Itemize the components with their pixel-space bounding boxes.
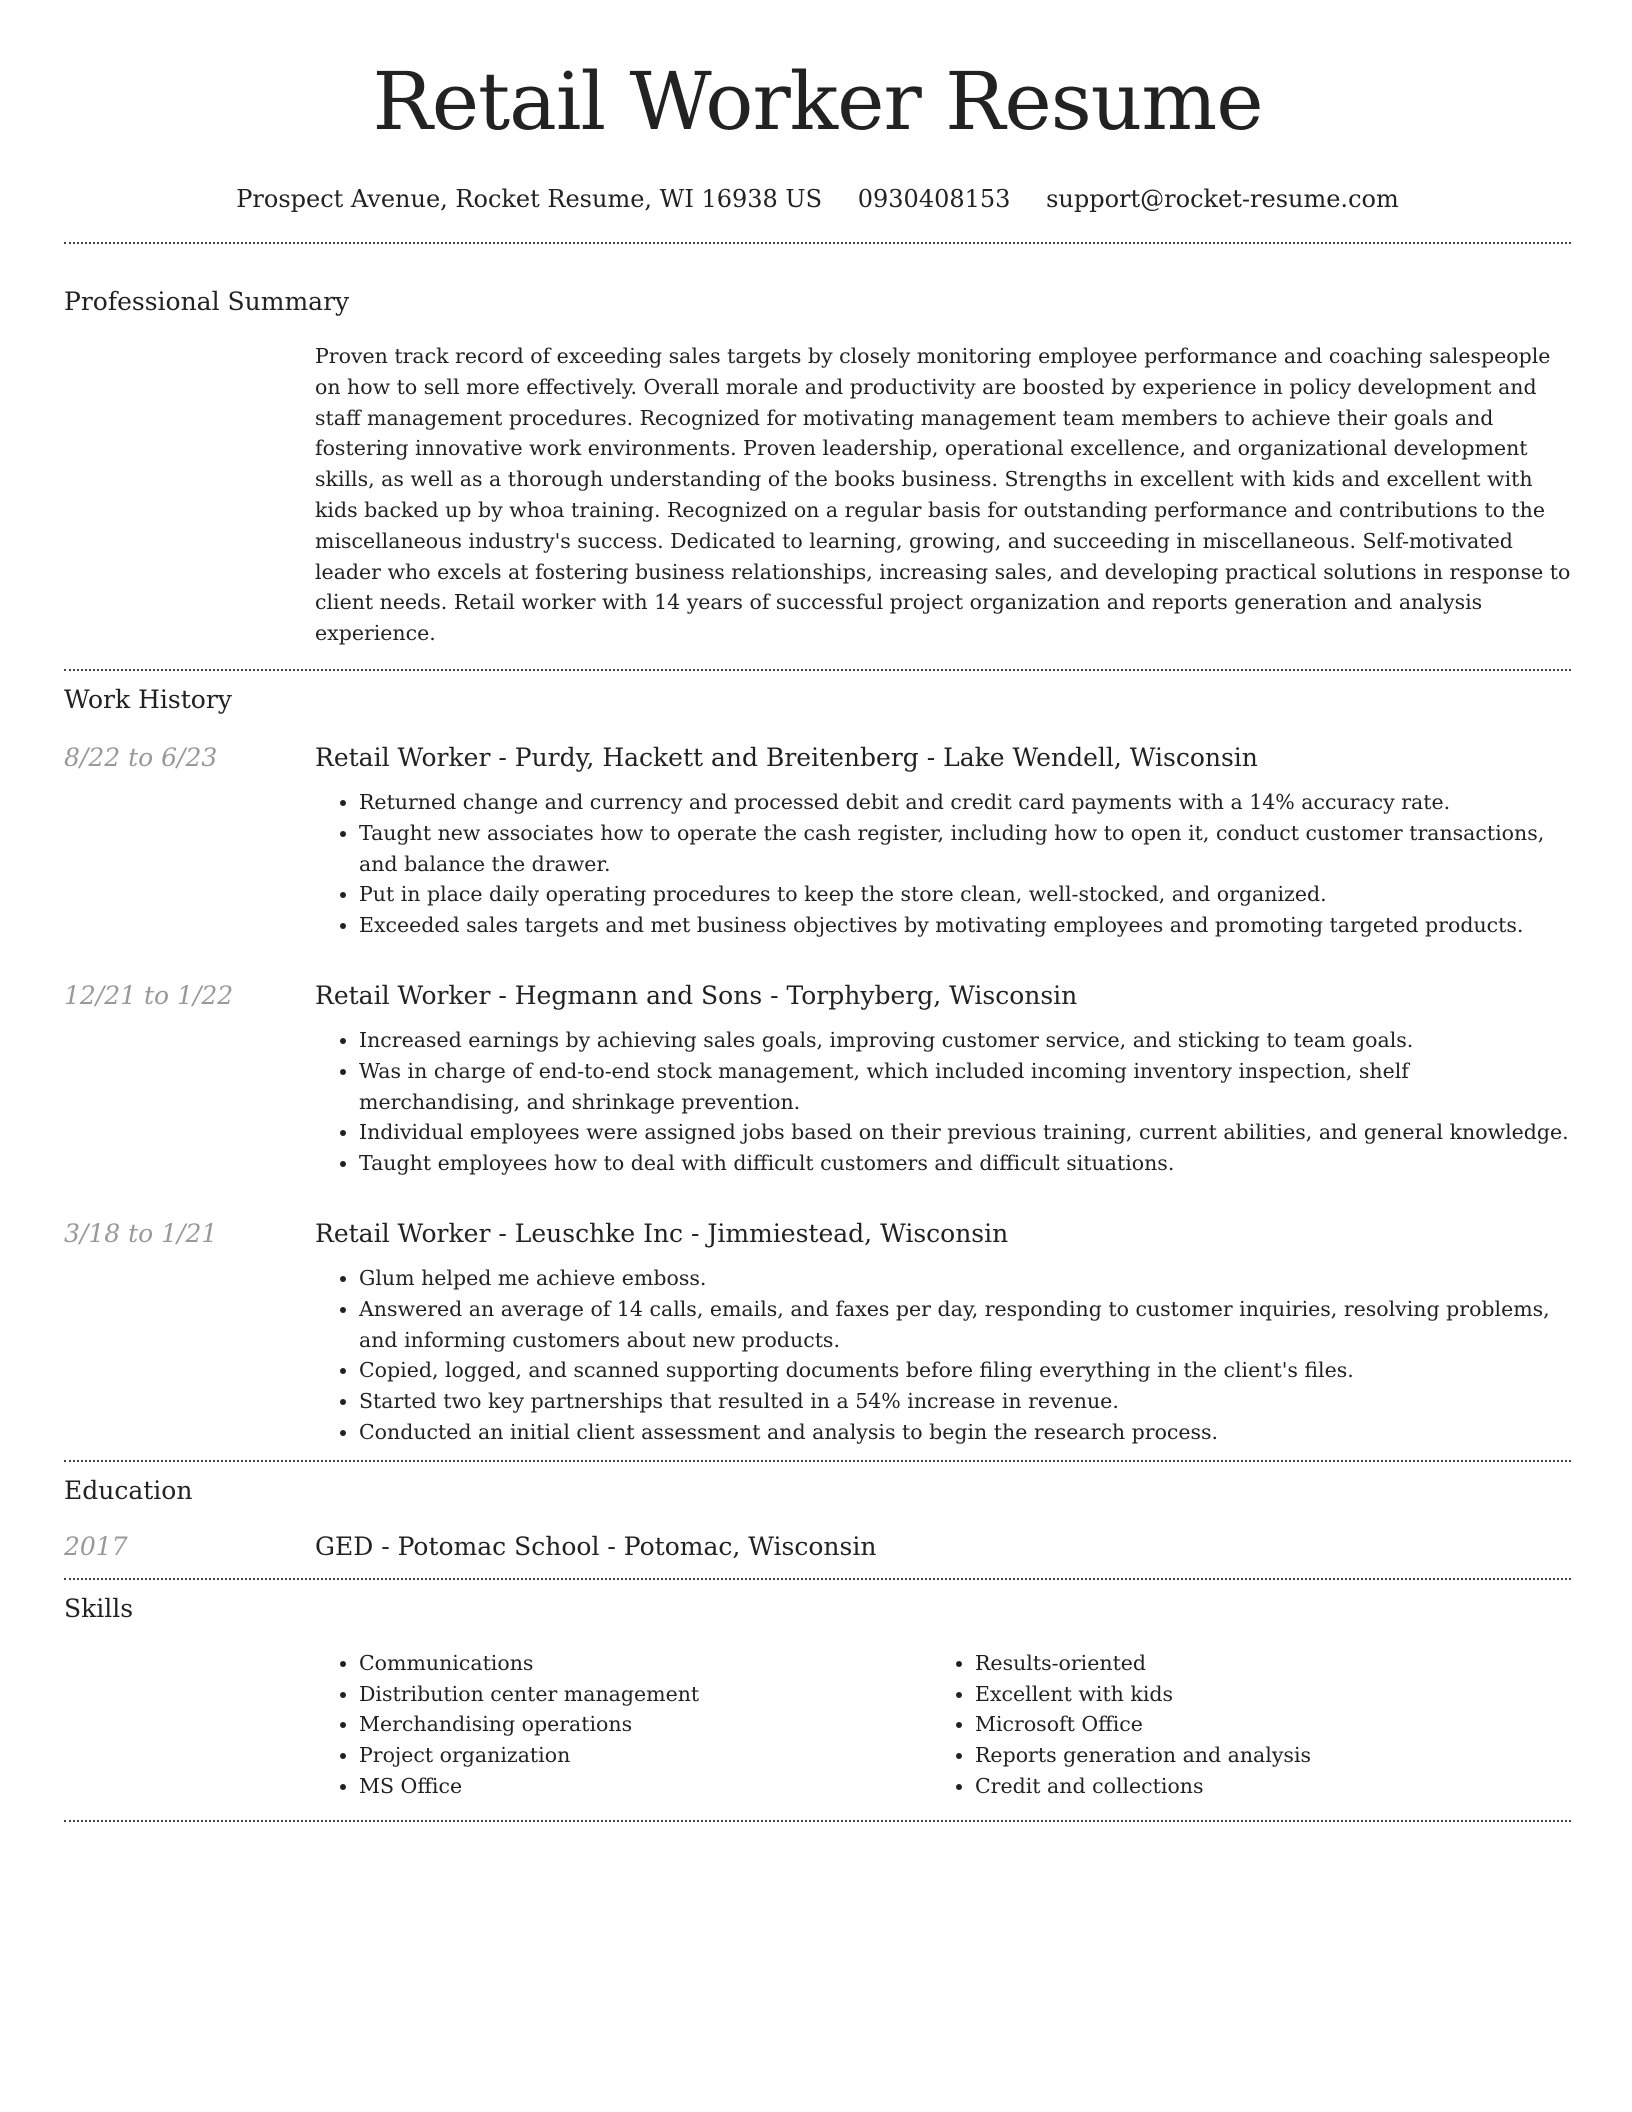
- summary-text: Proven track record of exceeding sales targets by closely monitoring employee performance and coaching salespeople on how to sell more effectively. Overall morale and productivity are boosted by experience in policy development and staff management procedures. Recognized for motivating management team members to achieve their goals and fostering innovative work environments. Proven leadership, operational excellence, and organizational development skills, as well as a thorough understanding of the books business. Strengths in excellent with kids and excellent with kids backed up by whoa training. Recognized on a regular basis for outstanding performance and contributions to the miscellaneous industry's success. Dedicated to learning, growing, and succeeding in miscellaneous. Self-motivated leader who excels at fostering business relationships, increasing sales, and developing practical solutions in response to client needs. Retail worker with 14 years of successful project organization and reports generation and analysis experience.: [315, 344, 1571, 646]
- list-item: • Returned change and currency and processed debit and credit card payments with a 14% accuracy rate.: [359, 787, 1571, 818]
- list-item: • Conducted an initial client assessment and analysis to begin the research process.: [359, 1417, 1571, 1448]
- skills-grid: [315, 1648, 1571, 1802]
- list-item: • Project organization: [359, 1740, 931, 1771]
- list-item: • Started two key partnerships that resulted in a 54% increase in revenue.: [359, 1386, 1571, 1417]
- contact-phone: 0930408153: [857, 185, 1011, 213]
- job-bullets: [315, 787, 1571, 941]
- list-item: • Microsoft Office: [975, 1709, 1547, 1740]
- list-item: • Merchandising operations: [359, 1709, 931, 1740]
- skills-heading: Skills: [64, 1593, 134, 1623]
- list-item: • Copied, logged, and scanned supporting documents before filing everything in the client's files.: [359, 1355, 1571, 1386]
- education-heading: Education: [64, 1475, 193, 1505]
- education-title: GED - Potomac School - Potomac, Wisconsin: [315, 1531, 877, 1561]
- job-title: Retail Worker - Leuschke Inc - Jimmiestead, Wisconsin: [315, 1218, 1009, 1248]
- divider: [64, 669, 1571, 671]
- job-entry: [64, 741, 1571, 941]
- list-item: • Was in charge of end-to-end stock management, which included incoming inventory inspection, shelf merchandising, and shrinkage prevention.: [359, 1056, 1571, 1118]
- education-year: 2017: [64, 1531, 128, 1561]
- divider: [64, 1460, 1571, 1462]
- job-title: Retail Worker - Hegmann and Sons - Torphyberg, Wisconsin: [315, 980, 1078, 1010]
- summary-section: [64, 341, 1571, 649]
- education-entry: [64, 1530, 1571, 1564]
- work-history-heading: Work History: [64, 684, 232, 714]
- skills-list-left: [315, 1648, 931, 1802]
- list-item: • Distribution center management: [359, 1679, 931, 1710]
- job-dates: 8/22 to 6/23: [64, 742, 218, 772]
- job-title: Retail Worker - Purdy, Hackett and Breitenberg - Lake Wendell, Wisconsin: [315, 742, 1258, 772]
- job-dates: 12/21 to 1/22: [64, 980, 234, 1010]
- list-item: • Reports generation and analysis: [975, 1740, 1547, 1771]
- contact-email: support@rocket-resume.com: [1046, 185, 1399, 213]
- list-item: • Exceeded sales targets and met business objectives by motivating employees and promoting targeted products.: [359, 910, 1571, 941]
- list-item: • Increased earnings by achieving sales goals, improving customer service, and sticking to team goals.: [359, 1025, 1571, 1056]
- list-item: • MS Office: [359, 1771, 931, 1802]
- job-dates: 3/18 to 1/21: [64, 1218, 218, 1248]
- list-item: • Glum helped me achieve emboss.: [359, 1263, 1571, 1294]
- list-item: • Taught employees how to deal with difficult customers and difficult situations.: [359, 1148, 1571, 1179]
- divider: [64, 1578, 1571, 1580]
- list-item: • Excellent with kids: [975, 1679, 1547, 1710]
- skills-list-right: [931, 1648, 1547, 1802]
- job-bullets: [315, 1263, 1571, 1448]
- resume-page: [64, 0, 1571, 1822]
- job-entry: [64, 979, 1571, 1179]
- list-item: • Communications: [359, 1648, 931, 1679]
- job-entry: [64, 1217, 1571, 1448]
- list-item: • Individual employees were assigned jobs based on their previous training, current abilities, and general knowledge.: [359, 1117, 1571, 1148]
- list-item: • Taught new associates how to operate the cash register, including how to open it, conduct customer transactions, and balance the drawer.: [359, 818, 1571, 880]
- divider: [64, 242, 1571, 244]
- contact-address: Prospect Avenue, Rocket Resume, WI 16938 US: [236, 185, 823, 213]
- divider: [64, 1820, 1571, 1822]
- contact-line: [64, 182, 1571, 216]
- list-item: • Put in place daily operating procedures to keep the store clean, well-stocked, and organized.: [359, 879, 1571, 910]
- job-bullets: [315, 1025, 1571, 1179]
- summary-heading: Professional Summary: [64, 287, 350, 316]
- list-item: • Results-oriented: [975, 1648, 1547, 1679]
- resume-title: Retail Worker Resume: [372, 55, 1263, 148]
- list-item: • Answered an average of 14 calls, emails, and faxes per day, responding to customer inquiries, resolving problems, and informing customers about new products.: [359, 1294, 1571, 1356]
- list-item: • Credit and collections: [975, 1771, 1547, 1802]
- skills-section: [64, 1648, 1571, 1802]
